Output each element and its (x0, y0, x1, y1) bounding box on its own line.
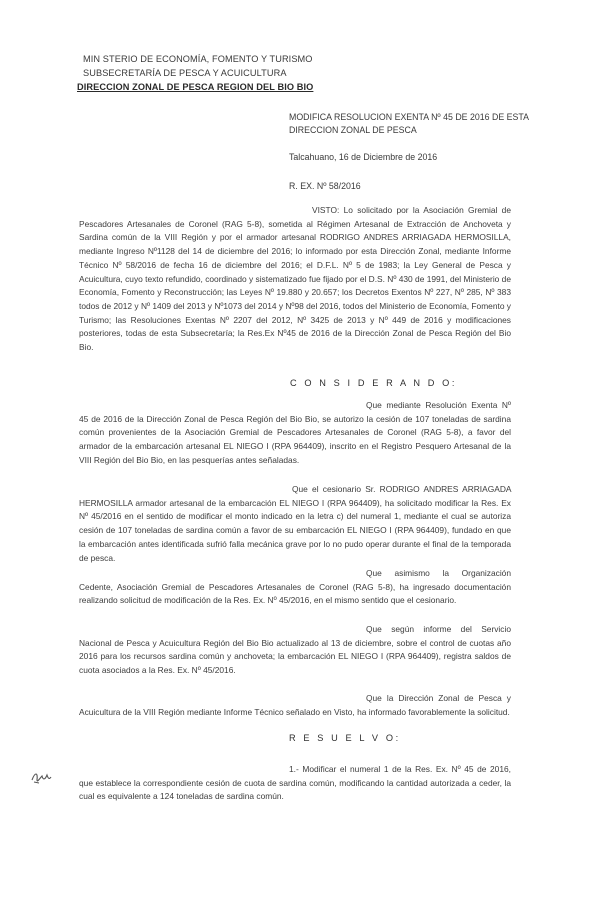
considerando-p1-text: Que mediante Resolución Exenta Nº 45 de 2016 de la Dirección Zonal de Pesca Región del Bio Bio, se autorizo la cesión de 107 toneladas de sardina común provenientes de la Asociación Gremial de Pescadores Artesanales de Coronel (RAG 5-8), a favor del armador de la embarcación artesanal EL NIEGO I (RPA 964409), inscrito en el Registro Pesquero Artesanal de la VIII Región del Bio Bio, en las pesquerías antes señaladas. (79, 400, 511, 465)
considerando-paragraph-3 (79, 567, 511, 608)
subsecretary-line: SUBSECRETARÍA DE PESCA Y ACUICULTURA (83, 68, 287, 78)
resuelvo-p1-text: 1.- Modificar el numeral 1 de la Res. Ex. Nº 45 de 2016, que establece la correspondiente cesión de cuota de sardina común, modificando la cantidad autorizada a ceder, la cual es equivalente a 124 toneladas de sardina común. (79, 764, 511, 802)
considerando-paragraph-5 (79, 692, 511, 719)
place-date: Talcahuano, 16 de Diciembre de 2016 (289, 152, 438, 162)
considerando-p2-first: Que el cesionario Sr. RODRIGO ANDRES ARRIAGADA (292, 484, 511, 494)
resolution-number: R. EX. Nº 58/2016 (289, 181, 361, 191)
considerando-p4-text: Que según informe del Servicio Nacional de Pesca y Acuicultura Región del Bio Bio actualizado al 13 de diciembre, sobre el control de cuotas año 2016 para los recursos sardina común y anchoveta; la embarcación EL NIEGO I (RPA 964409), registra saldos de cuota asociados a la Res. Ex. Nº 45/2016. (79, 624, 511, 676)
visto-paragraph (79, 204, 511, 355)
reference-line-1: MODIFICA RESOLUCION EXENTA Nº 45 DE 2016 DE ESTA (289, 112, 529, 122)
considerando-p3-text: Que asimismo la Organización Cedente, Asociación Gremial de Pescadores Artesanales de Coronel (RAG 5-8), ha ingresado documentación realizando solicitud de modificación de la Res. Ex. Nº 45/2016, en el mismo sentido que el cesionario. (79, 568, 511, 606)
visto-lead: VISTO: (312, 205, 340, 215)
considerando-p2-rest: HERMOSILLA armador artesanal de la embarcación EL NIEGO I (RPA 964409), ha solicitado modificar la Res. Ex Nº 45/2016 en el sentido de modificar el monto indicado en la letra c) del numeral 1, mediante el cual se autoriza cesión de 107 toneladas de sardina común a favor de su embarcación EL NIEGO I (RPA 964409), fundado en que la embarcación antes identificada sufrió falla mecánica grave por lo no pudo operar durante el final de la temporada de pesca. (79, 497, 511, 563)
resuelvo-title: R E S U E L V O: (289, 733, 401, 743)
considerando-paragraph-4 (79, 623, 511, 678)
considerando-p5-text: Que la Dirección Zonal de Pesca y Acuicultura de la VIII Región mediante Informe Técnico señalado en Visto, ha informado favorablemente la solicitud. (79, 693, 511, 717)
considerando-paragraph-2 (79, 483, 511, 565)
considerando-title: C O N S I D E R A N D O: (290, 378, 458, 388)
resuelvo-paragraph-1 (79, 763, 511, 804)
visto-text: Lo solicitado por la Asociación Gremial de Pescadores Artesanales de Coronel (RAG 5-8), sometida al Régimen Artesanal de Extracción de Anchoveta y Sardina común de la VIII Región y por el armador artesanal RODRIGO ANDRES ARRIAGADA HERMOSILLA, mediante Ingreso Nº1128 del 14 de diciembre del 2016; lo informado por esta Dirección Zonal, mediante Informe Técnico Nº 58/2016 de fecha 16 de diciembre del 2016; el D.F.L. Nº 5 de 1983; la Ley General de Pesca y Acuicultura, cuyo texto refundido, coordinado y sistematizado fue fijado por el D.S. Nº 430 de 1991, del Ministerio de Economía, Fomento y Reconstrucción; las Leyes Nº 19.880 y 20.657; los Decretos Exentos Nº 227, Nº 285, Nº 383 todos de 2012 y Nº 1409 del 2013 y Nº1073 del 2014 y Nº98 del 2016, todos del Ministerio de Economía, Fomento y Turismo; las Resoluciones Exentas Nº 2207 del 2012, Nº 3425 de 2013 y Nº 449 de 2016 y modificaciones posteriores, todas de esta Subsecretaría; la Res.Ex Nº45 de 2016 de la Dirección Zonal de Pesca Región del Bio Bio. (79, 205, 511, 353)
zonal-direction-line: DIRECCION ZONAL DE PESCA REGION DEL BIO BIO (77, 82, 314, 92)
ministry-line: MIN STERIO DE ECONOMÍA, FOMENTO Y TURISMO (83, 54, 313, 64)
reference-line-2: DIRECCION ZONAL DE PESCA (289, 125, 417, 135)
considerando-paragraph-1 (79, 399, 511, 468)
handwritten-initials-mark (30, 768, 52, 786)
